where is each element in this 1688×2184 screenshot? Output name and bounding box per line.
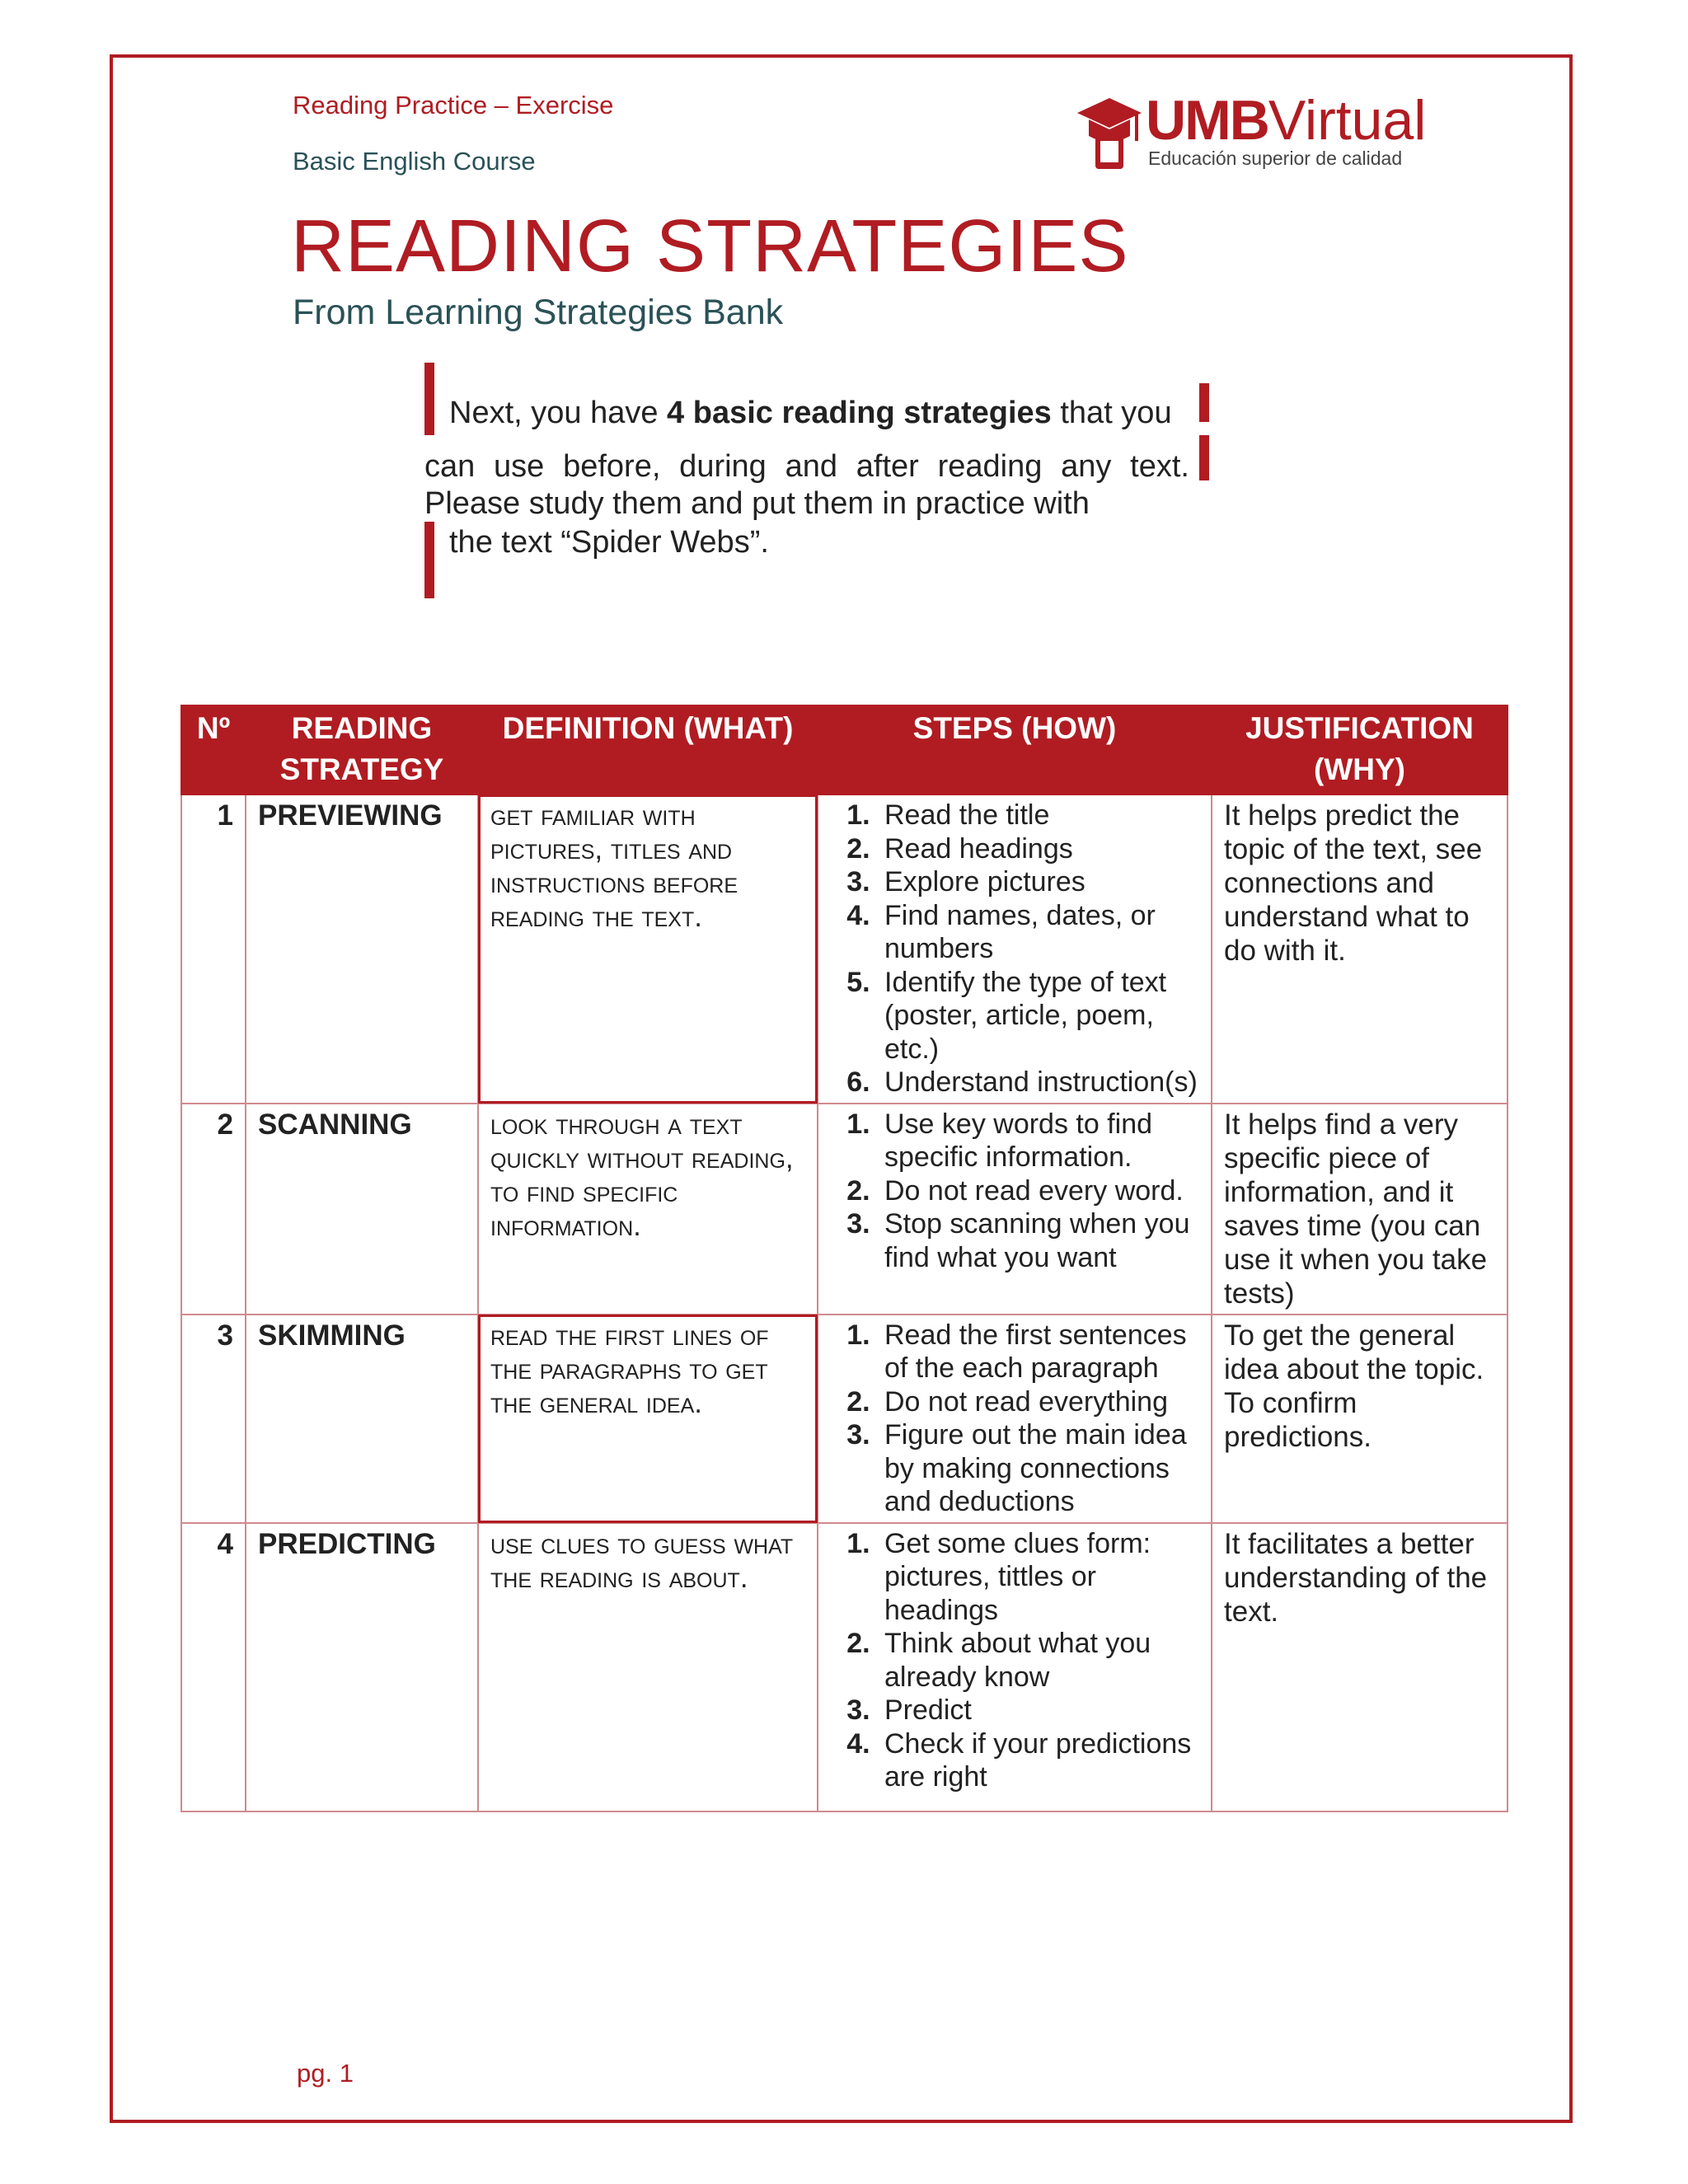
list-item: 1. Read the title (878, 799, 1199, 832)
list-item: 3. Figure out the main idea by making connections and deductions (878, 1418, 1199, 1519)
logo-brand-light: Virtual (1268, 89, 1427, 152)
table-row (181, 1523, 1507, 1811)
strategy-justification: It facilitates a better understanding of the text. (1212, 1523, 1507, 1811)
table-header-row (181, 705, 1507, 794)
intro-line-2: can use before, during and after reading any text. (424, 449, 1189, 484)
list-item: 6. Understand instruction(s) (878, 1066, 1199, 1099)
course-label: Basic English Course (293, 147, 536, 176)
list-item: 2. Read headings (878, 832, 1199, 866)
strategy-definition: get familiar with pictures, titles and instructions before reading the text. (478, 794, 818, 1104)
callout-bar (1199, 435, 1209, 480)
steps-list (830, 1108, 1199, 1275)
list-item: 2. Do not read everything (878, 1385, 1199, 1419)
strategy-name: PREDICTING (246, 1523, 478, 1811)
strategy-justification: It helps find a very specific piece of information, and it saves time (you can use it when you take tests) (1212, 1104, 1507, 1315)
logo-tagline: Educación superior de calidad (1148, 148, 1403, 169)
strategy-justification: To get the general idea about the topic. To confirm predictions. (1212, 1315, 1507, 1523)
header-justification: JUSTIFICATION (WHY) (1212, 705, 1507, 794)
list-item: 3. Predict (878, 1694, 1199, 1727)
strategy-definition: read the first lines of the paragraphs to get the general idea. (478, 1315, 818, 1523)
strategy-steps (818, 794, 1212, 1104)
logo-wordmark (1146, 88, 1426, 152)
list-item: 1. Read the first sentences of the each paragraph (878, 1319, 1199, 1385)
callout-bar (424, 522, 434, 598)
row-number: 4 (181, 1523, 246, 1811)
steps-list (830, 799, 1199, 1099)
strategy-definition: look through a text quickly without reading, to find specific information. (478, 1104, 818, 1315)
strategy-name: SKIMMING (246, 1315, 478, 1523)
callout-bar (424, 363, 434, 435)
graduation-cap-icon (1076, 93, 1143, 176)
intro-line-1: Next, you have 4 basic reading strategies that you (449, 396, 1172, 430)
table-row (181, 794, 1507, 1104)
list-item: 1. Get some clues form: pictures, tittles or headings (878, 1527, 1199, 1628)
steps-list (830, 1319, 1199, 1519)
strategy-steps (818, 1523, 1212, 1811)
strategy-steps (818, 1104, 1212, 1315)
table-row (181, 1315, 1507, 1523)
strategy-name: SCANNING (246, 1104, 478, 1315)
strategy-justification: It helps predict the topic of the text, see connections and understand what to do with it. (1212, 794, 1507, 1104)
strategy-name: PREVIEWING (246, 794, 478, 1104)
list-item: 1. Use key words to find specific information. (878, 1108, 1199, 1174)
intro-line-4: the text “Spider Webs”. (449, 525, 769, 560)
strategy-definition: use clues to guess what the reading is about. (478, 1523, 818, 1811)
header-steps: STEPS (HOW) (818, 705, 1212, 794)
list-item: 5. Identify the type of text (poster, article, poem, etc.) (878, 966, 1199, 1066)
list-item: 2. Do not read every word. (878, 1174, 1199, 1208)
page-subtitle: From Learning Strategies Bank (293, 293, 784, 332)
strategies-table (181, 705, 1508, 1812)
row-number: 1 (181, 794, 246, 1104)
strategy-steps (818, 1315, 1212, 1523)
page-number: pg. 1 (297, 2059, 354, 2088)
list-item: 2. Think about what you already know (878, 1627, 1199, 1694)
list-item: 4. Check if your predictions are right (878, 1727, 1199, 1794)
logo-brand-bold: UMB (1146, 89, 1268, 152)
callout-bar (1199, 383, 1209, 422)
list-item: 3. Stop scanning when you find what you want (878, 1207, 1199, 1274)
exercise-label: Reading Practice – Exercise (293, 91, 614, 120)
list-item: 3. Explore pictures (878, 865, 1199, 899)
page-title: READING STRATEGIES (291, 205, 1129, 288)
header-number: Nº (181, 705, 246, 794)
header-strategy: READING STRATEGY (246, 705, 478, 794)
umb-virtual-logo (1076, 87, 1438, 177)
row-number: 2 (181, 1104, 246, 1315)
header-definition: DEFINITION (WHAT) (478, 705, 818, 794)
list-item: 4. Find names, dates, or numbers (878, 899, 1199, 966)
row-number: 3 (181, 1315, 246, 1523)
table-row (181, 1104, 1507, 1315)
intro-line-3: Please study them and put them in practice with (424, 486, 1090, 521)
steps-list (830, 1527, 1199, 1794)
